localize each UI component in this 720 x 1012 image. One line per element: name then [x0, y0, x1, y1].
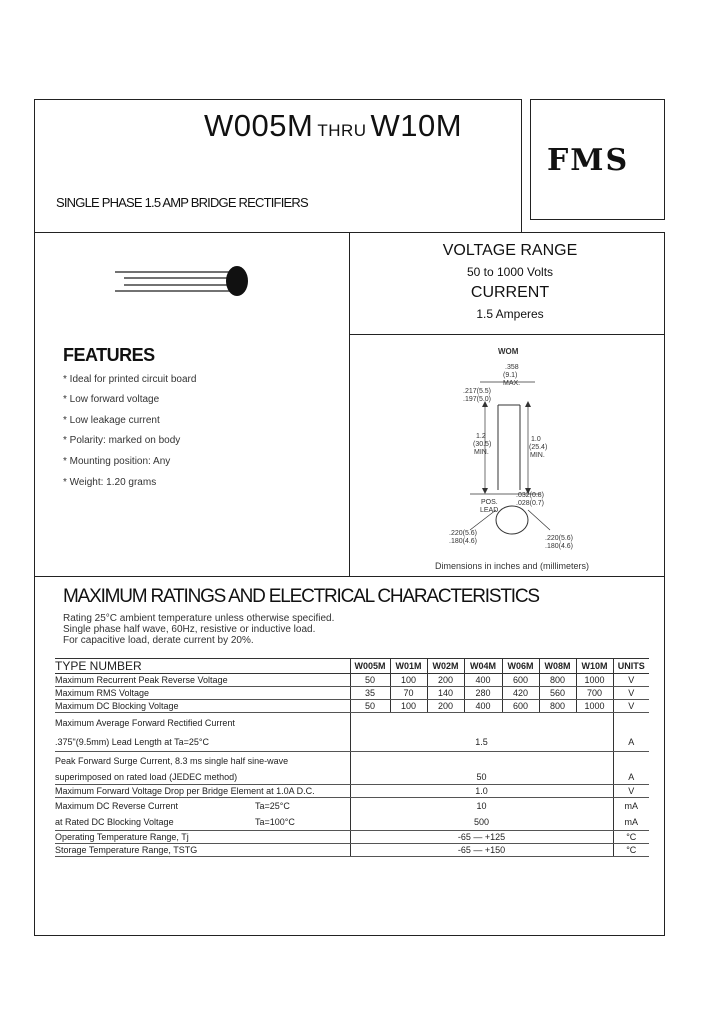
row-label: Maximum Average Forward Rectified Current	[55, 718, 235, 728]
col-w08m: W08M	[539, 659, 576, 674]
component-body	[226, 266, 248, 296]
table-header	[55, 659, 649, 674]
note-line: Single phase half wave, 60Hz, resistive or inductive load.	[63, 624, 316, 635]
cell-value: 600	[502, 674, 539, 687]
row-condition: Ta=100°C	[255, 817, 295, 827]
table-row	[55, 798, 649, 815]
feature-item: * Low forward voltage	[63, 394, 160, 405]
current-value: 1.5 Amperes	[476, 307, 544, 321]
cell-unit: V	[613, 674, 649, 687]
dim-len-right-mm: (25.4)	[529, 444, 548, 451]
cell-value: 200	[427, 700, 464, 713]
table-row	[55, 770, 649, 785]
features-heading: FEATURES	[63, 345, 155, 365]
cell-unit: V	[613, 785, 649, 798]
dim-dia-right-a: .220(5.6)	[545, 535, 574, 542]
note-line: Rating 25°C ambient temperature unless otherwise specified.	[63, 613, 335, 624]
current-title: CURRENT	[470, 284, 550, 301]
pos-lead-label-2: LEAD	[480, 507, 499, 514]
row-label: Maximum Forward Voltage Drop per Bridge Element at 1.0A D.C.	[55, 785, 350, 798]
table-row	[55, 844, 649, 857]
col-type-number: TYPE NUMBER	[55, 659, 350, 674]
cell-unit: V	[613, 700, 649, 713]
dim-dia-left-a: .220(5.6)	[449, 530, 478, 537]
col-w005m: W005M	[350, 659, 390, 674]
cell-value: 280	[464, 687, 502, 700]
table-row	[55, 752, 649, 771]
row-condition: Ta=25°C	[255, 801, 290, 811]
cell-value: 1.0	[350, 785, 613, 798]
row-label: Storage Temperature Range, TSTG	[55, 844, 350, 857]
pos-lead-label-1: POS.	[481, 499, 498, 506]
characteristics-table	[55, 658, 649, 857]
dim-top: .358	[505, 364, 519, 371]
diagram-caption: Dimensions in inches and (millimeters)	[435, 561, 590, 571]
cell-value: 1000	[576, 674, 613, 687]
cell-value: 140	[427, 687, 464, 700]
table-row	[55, 674, 649, 687]
feature-item: * Low leakage current	[63, 415, 160, 426]
cell-value: 400	[464, 700, 502, 713]
cell-value: 400	[464, 674, 502, 687]
row-label	[55, 814, 350, 831]
note-line: For capacitive load, derate current by 20%.	[63, 635, 254, 646]
cell-unit: mA	[613, 814, 649, 831]
cell-value: 50	[350, 674, 390, 687]
cell-unit: V	[613, 687, 649, 700]
arrow-down-left	[482, 488, 488, 494]
dim-wire-b: .028(0.7)	[516, 500, 545, 507]
component-image	[110, 262, 260, 302]
cell-unit: °C	[613, 831, 649, 844]
row-label-text: Maximum DC Reverse Current	[55, 801, 179, 811]
table-row	[55, 687, 649, 700]
cell-value: 70	[390, 687, 427, 700]
diameter-line-right	[528, 510, 550, 530]
cell-value: 200	[427, 674, 464, 687]
row-label-text: at Rated DC Blocking Voltage	[55, 817, 174, 827]
table-row	[55, 713, 649, 734]
feature-item: * Weight: 1.20 grams	[63, 477, 157, 488]
cell-value: 700	[576, 687, 613, 700]
page-title	[204, 108, 462, 144]
cell-value: 100	[390, 674, 427, 687]
voltage-range-title: VOLTAGE RANGE	[442, 242, 578, 259]
dim-top-mm: (9.1)	[503, 372, 518, 379]
arrow-up-right	[525, 401, 531, 407]
part-to: W10M	[370, 108, 463, 143]
dim-lead-a: .217(5.5)	[463, 388, 492, 395]
dim-len-left: 1.2	[476, 433, 486, 440]
col-w04m: W04M	[464, 659, 502, 674]
col-w01m: W01M	[390, 659, 427, 674]
part-from: W005M	[204, 108, 314, 143]
dim-dia-left-b: .180(4.6)	[449, 538, 478, 545]
dim-lead-b: .197(5.0)	[463, 396, 492, 403]
cell-value: 100	[390, 700, 427, 713]
row-label: Maximum DC Blocking Voltage	[55, 700, 350, 713]
dim-wire-a: .032(0.8)	[516, 492, 545, 499]
cell-value: -65 — +150	[350, 844, 613, 857]
characteristics-heading: MAXIMUM RATINGS AND ELECTRICAL CHARACTERISTICS	[63, 586, 539, 607]
voltage-range-value: 50 to 1000 Volts	[466, 265, 554, 279]
cell-value: -65 — +125	[350, 831, 613, 844]
table-row	[55, 814, 649, 831]
dim-len-right-note: MIN.	[530, 452, 545, 459]
feature-item: * Ideal for printed circuit board	[63, 374, 197, 385]
dim-len-left-mm: (30.5)	[473, 441, 492, 448]
row-label: .375"(9.5mm) Lead Length at Ta=25°C	[55, 733, 350, 752]
row-label: superimposed on rated load (JEDEC method)	[55, 770, 350, 785]
feature-item: * Mounting position: Any	[63, 456, 171, 467]
cell-unit: A	[613, 770, 649, 785]
col-w06m: W06M	[502, 659, 539, 674]
cell-value: 800	[539, 700, 576, 713]
dim-len-left-note: MIN.	[474, 449, 489, 456]
cell-value: 500	[350, 814, 613, 831]
cell-unit: A	[613, 733, 649, 752]
cell-value: 1000	[576, 700, 613, 713]
table-row	[55, 700, 649, 713]
cell-value: 800	[539, 674, 576, 687]
ratings-divider	[349, 334, 665, 335]
table-row	[55, 733, 649, 752]
feature-item: * Polarity: marked on body	[63, 435, 181, 446]
table-row	[55, 831, 649, 844]
row-label: Maximum RMS Voltage	[55, 687, 350, 700]
col-w02m: W02M	[427, 659, 464, 674]
dim-len-right: 1.0	[531, 436, 541, 443]
package-label: WOM	[498, 347, 519, 356]
dim-top-note: MAX.	[503, 380, 521, 387]
cell-value: 50	[350, 700, 390, 713]
brand-logo: FMS	[547, 143, 630, 178]
cell-value: 420	[502, 687, 539, 700]
cell-unit: mA	[613, 798, 649, 815]
row-label: Operating Temperature Range, Tj	[55, 831, 350, 844]
cell-value: 560	[539, 687, 576, 700]
row-label	[55, 798, 350, 815]
cell-value: 10	[350, 798, 613, 815]
col-units: UNITS	[613, 659, 649, 674]
cell-value: 50	[350, 770, 613, 785]
row-label: Peak Forward Surge Current, 8.3 ms single half sine-wave	[55, 756, 289, 766]
body-outline	[496, 506, 528, 534]
table-row	[55, 785, 649, 798]
page-subtitle: SINGLE PHASE 1.5 AMP BRIDGE RECTIFIERS	[56, 195, 308, 210]
cell-value: 600	[502, 700, 539, 713]
dim-dia-right-b: .180(4.6)	[545, 543, 574, 550]
row-label: Maximum Recurrent Peak Reverse Voltage	[55, 674, 350, 687]
col-w10m: W10M	[576, 659, 613, 674]
cell-unit: °C	[613, 844, 649, 857]
thru-label: THRU	[317, 121, 367, 140]
cell-value: 35	[350, 687, 390, 700]
cell-value: 1.5	[350, 733, 613, 752]
